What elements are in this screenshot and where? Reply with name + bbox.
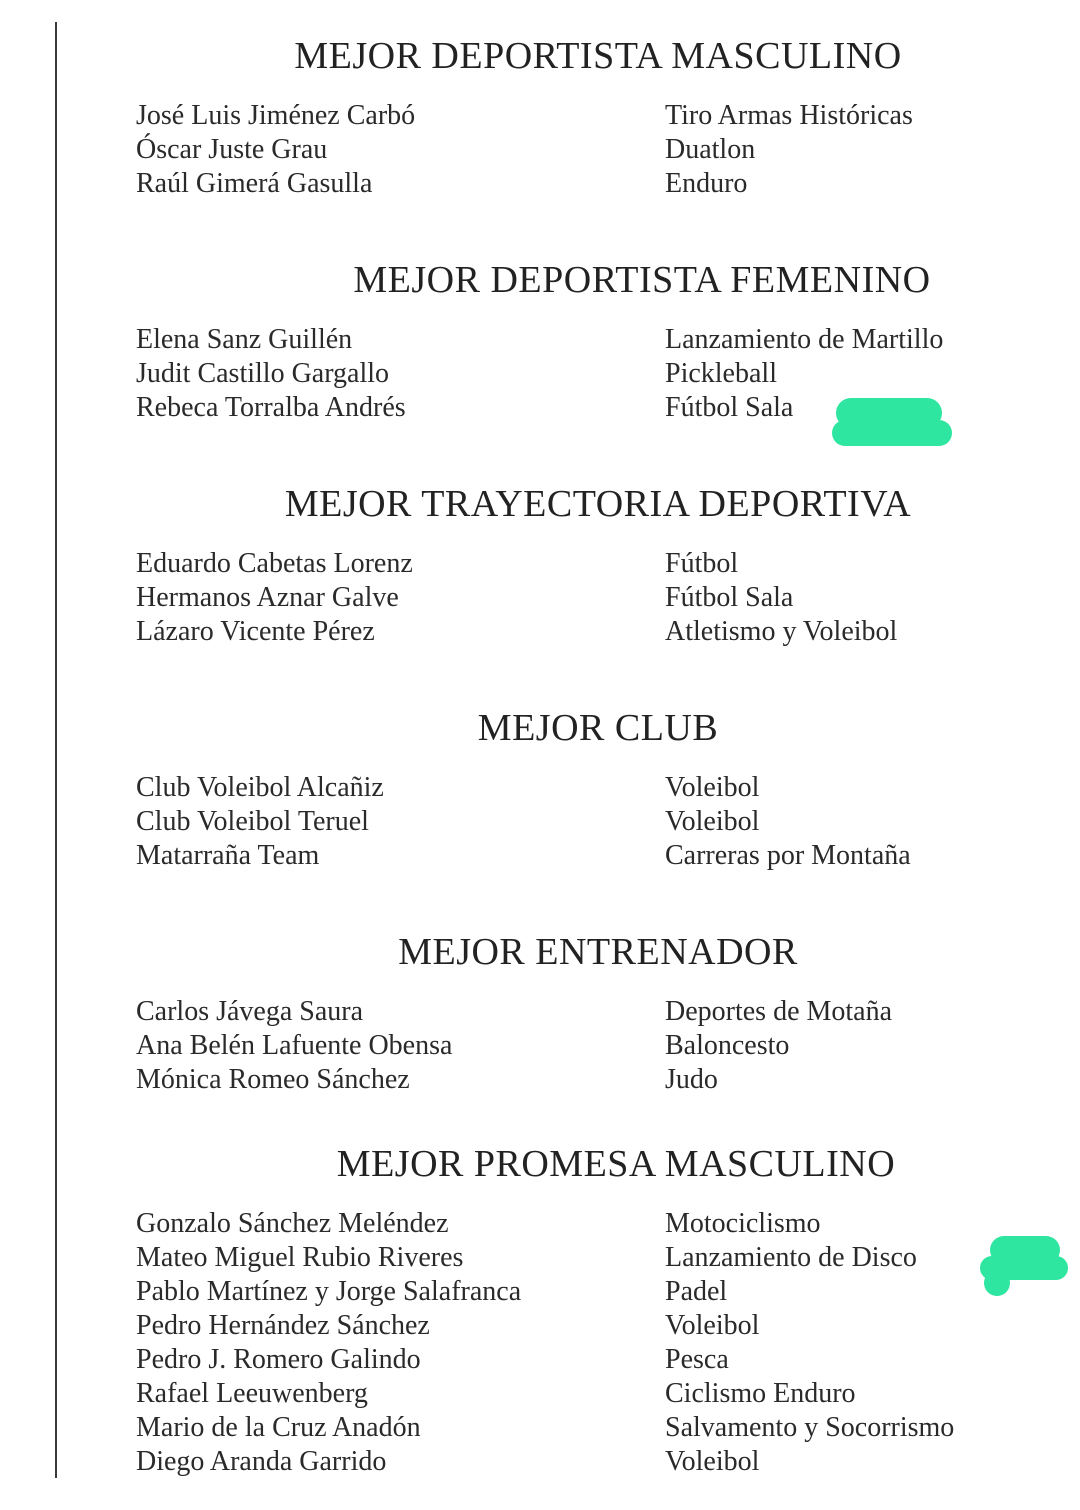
nominee-name: Lázaro Vicente Pérez xyxy=(136,616,375,647)
nominee-name: Gonzalo Sánchez Meléndez xyxy=(136,1208,449,1239)
sport-discipline: Duatlon xyxy=(665,134,756,165)
sport-discipline: Deportes de Motaña xyxy=(665,996,893,1027)
section-heading: MEJOR DEPORTISTA MASCULINO xyxy=(294,35,902,77)
nominee-name: Rebeca Torralba Andrés xyxy=(136,392,406,423)
sport-discipline: Atletismo y Voleibol xyxy=(665,616,898,647)
section-heading: MEJOR ENTRENADOR xyxy=(398,931,798,973)
sport-discipline: Voleibol xyxy=(665,1310,760,1341)
nominee-name: Ana Belén Lafuente Obensa xyxy=(136,1030,453,1061)
section-heading: MEJOR CLUB xyxy=(477,707,719,749)
sport-discipline: Carreras por Montaña xyxy=(665,840,911,871)
sport-discipline: Voleibol xyxy=(665,1446,760,1477)
entry-row xyxy=(0,358,1080,392)
nominee-name: Rafael Leeuwenberg xyxy=(136,1378,368,1409)
nominee-name: Diego Aranda Garrido xyxy=(136,1446,387,1477)
sport-discipline: Pickleball xyxy=(665,358,777,389)
entry-row xyxy=(0,806,1080,840)
section-heading: MEJOR PROMESA MASCULINO xyxy=(336,1143,896,1185)
section-heading: MEJOR TRAYECTORIA DEPORTIVA xyxy=(284,483,912,525)
nominee-name: Eduardo Cabetas Lorenz xyxy=(136,548,413,579)
sport-discipline: Ciclismo Enduro xyxy=(665,1378,856,1409)
nominee-name: Pedro Hernández Sánchez xyxy=(136,1310,430,1341)
entry-row xyxy=(0,1208,1080,1242)
sport-discipline: Fútbol Sala xyxy=(665,582,794,613)
entry-row xyxy=(0,1378,1080,1412)
nominee-name: Pedro J. Romero Galindo xyxy=(136,1344,421,1375)
nominee-name: Mateo Miguel Rubio Riveres xyxy=(136,1242,464,1273)
sport-discipline: Padel xyxy=(665,1276,728,1307)
nominee-name: Mónica Romeo Sánchez xyxy=(136,1064,410,1095)
sport-discipline: Salvamento y Socorrismo xyxy=(665,1412,955,1443)
entry-row xyxy=(0,1064,1080,1098)
nominee-name: Matarraña Team xyxy=(136,840,320,871)
nominee-name: Club Voleibol Alcañiz xyxy=(136,772,384,803)
nominee-name: Carlos Jávega Saura xyxy=(136,996,364,1027)
entry-row xyxy=(0,548,1080,582)
nominee-name: Pablo Martínez y Jorge Salafranca xyxy=(136,1276,522,1307)
sport-discipline: Baloncesto xyxy=(665,1030,790,1061)
nominee-name: Óscar Juste Grau xyxy=(136,134,328,165)
entry-row xyxy=(0,996,1080,1030)
sport-discipline: Fútbol xyxy=(665,548,739,579)
sport-discipline: Tiro Armas Históricas xyxy=(665,100,913,131)
sport-discipline: Judo xyxy=(665,1064,718,1095)
nominee-name: Elena Sanz Guillén xyxy=(136,324,353,355)
entry-row xyxy=(0,168,1080,202)
nominee-name: Club Voleibol Teruel xyxy=(136,806,369,837)
entry-row xyxy=(0,582,1080,616)
nominee-name: Raúl Gimerá Gasulla xyxy=(136,168,373,199)
sport-discipline: Enduro xyxy=(665,168,748,199)
entry-row xyxy=(0,134,1080,168)
entry-row xyxy=(0,1446,1080,1480)
entry-row xyxy=(0,1276,1080,1310)
entry-row xyxy=(0,324,1080,358)
nominee-name: Judit Castillo Gargallo xyxy=(136,358,390,389)
sport-discipline: Voleibol xyxy=(665,806,760,837)
sport-discipline: Lanzamiento de Disco xyxy=(665,1242,917,1273)
page-cutoff xyxy=(0,1478,1080,1510)
nominee-name: José Luis Jiménez Carbó xyxy=(136,100,416,131)
nominee-name: Mario de la Cruz Anadón xyxy=(136,1412,421,1443)
highlighter-mark xyxy=(832,420,952,446)
entry-row xyxy=(0,1412,1080,1446)
highlighter-mark xyxy=(984,1270,1010,1296)
sport-discipline: Voleibol xyxy=(665,772,760,803)
entry-row xyxy=(0,1310,1080,1344)
sport-discipline: Pesca xyxy=(665,1344,729,1375)
nominee-name: Hermanos Aznar Galve xyxy=(136,582,399,613)
section-heading: MEJOR DEPORTISTA FEMENINO xyxy=(353,259,931,301)
entry-row xyxy=(0,1030,1080,1064)
sport-discipline: Motociclismo xyxy=(665,1208,821,1239)
entry-row xyxy=(0,1242,1080,1276)
sport-discipline: Fútbol Sala xyxy=(665,392,794,423)
sport-discipline: Lanzamiento de Martillo xyxy=(665,324,944,355)
entry-row xyxy=(0,1344,1080,1378)
entry-row xyxy=(0,840,1080,874)
entry-row xyxy=(0,100,1080,134)
entry-row xyxy=(0,616,1080,650)
entry-row xyxy=(0,772,1080,806)
